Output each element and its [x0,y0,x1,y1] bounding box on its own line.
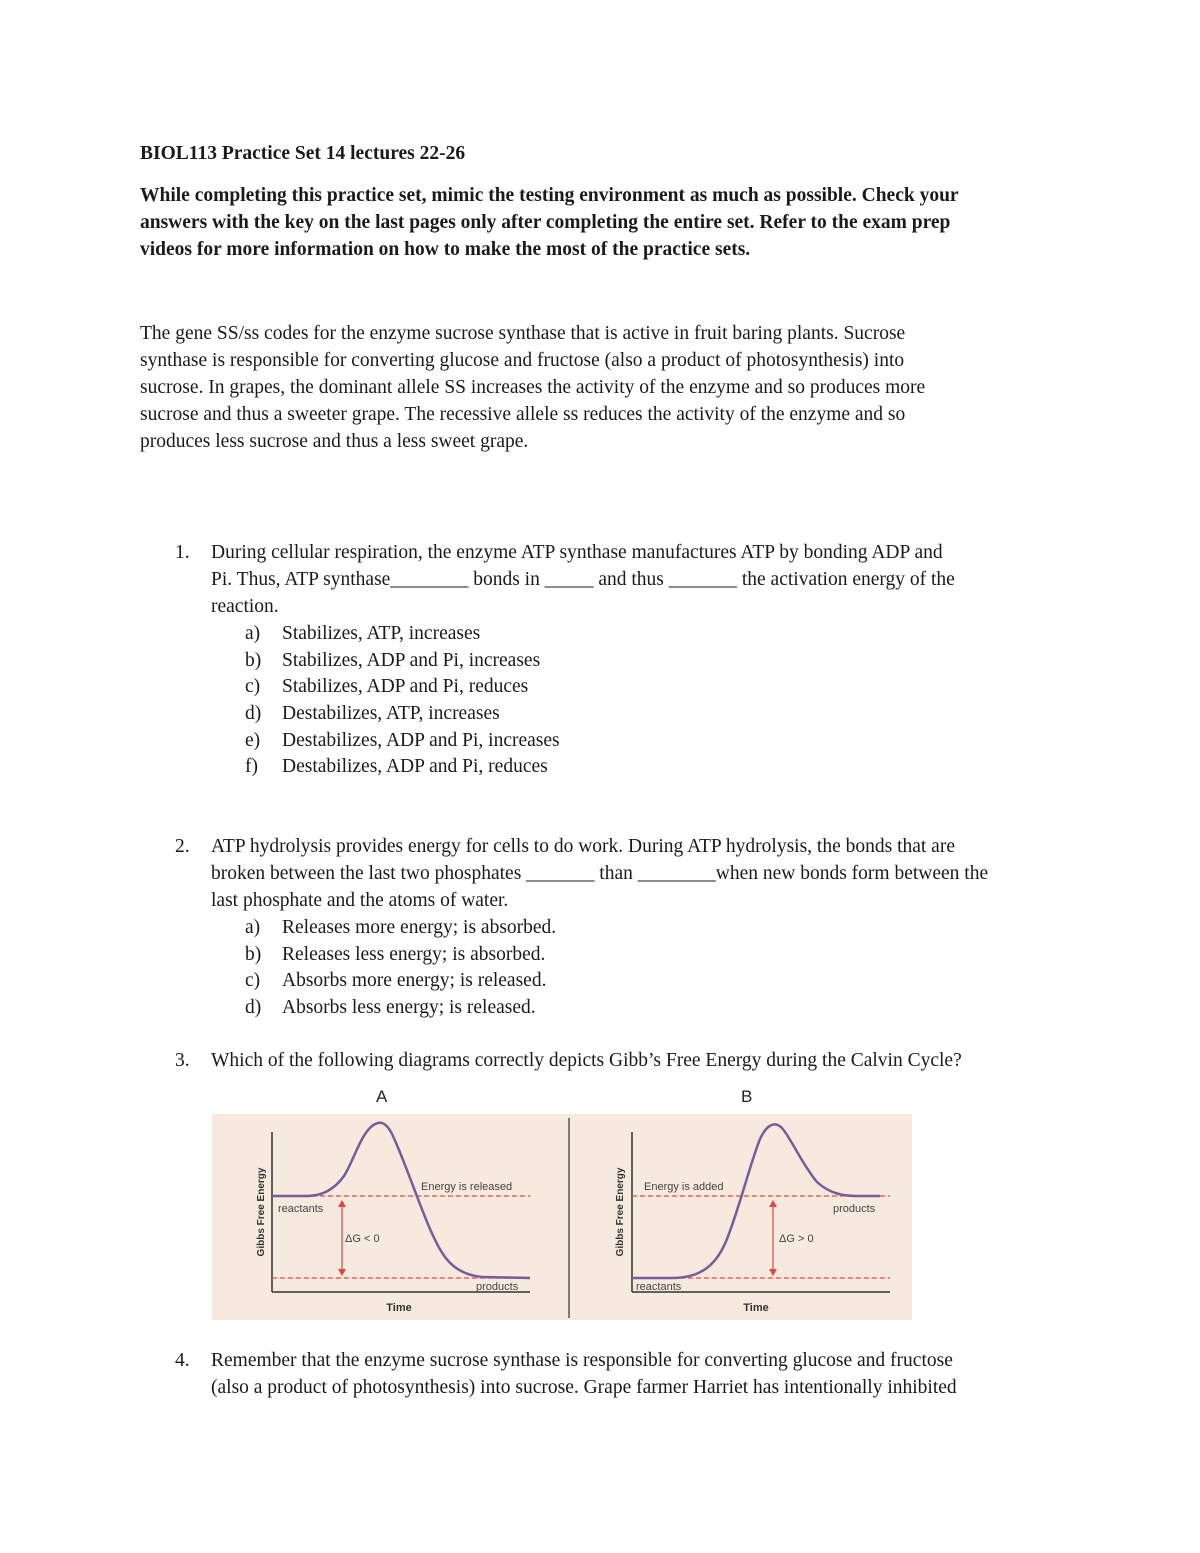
intro-line: synthase is responsible for converting glucose and fructose (also a product of photosynthesis) into [140,350,905,371]
option-letter: b) [245,943,262,965]
answer-options [211,620,1071,780]
instructions-line: videos for more information on how to make the most of the practice sets. [140,239,751,260]
option-letter: d) [245,703,262,725]
answer-option[interactable] [211,941,1071,968]
y-axis-label: Gibbs Free Energy [256,1167,267,1257]
answer-option[interactable] [211,914,1071,941]
instructions-line: answers with the key on the last pages only after completing the entire set. Refer to the exam prep [140,212,951,233]
answer-option[interactable] [211,673,1071,700]
option-text: Stabilizes, ADP and Pi, increases [282,649,541,671]
option-text: Stabilizes, ADP and Pi, reduces [282,676,529,698]
stem-line: broken between the last two phosphates _______ than ________when new bonds form between the [211,863,989,884]
intro-line: produces less sucrose and thus a less sweet grape. [140,431,529,452]
stem-line: ATP hydrolysis provides energy for cells to do work. During ATP hydrolysis, the bonds that are [211,836,955,857]
figure-label-b: B [741,1087,753,1106]
question-stem [211,1047,1071,1074]
question-stem [211,1347,1071,1401]
option-letter: a) [245,917,261,938]
reactants-label: reactants [636,1281,682,1293]
products-label: products [476,1281,519,1293]
answer-option[interactable] [211,753,1071,780]
delta-g-label: ΔG > 0 [779,1233,814,1245]
instructions [140,182,1060,263]
answer-option[interactable] [211,994,1071,1021]
option-letter: a) [245,623,261,644]
intro-line: sucrose. In grapes, the dominant allele SS increases the activity of the enzyme and so produces more [140,377,926,398]
stem-line: During cellular respiration, the enzyme ATP synthase manufactures ATP by bonding ADP and [211,542,943,563]
reactants-label: reactants [278,1203,324,1215]
stem-line: last phosphate and the atoms of water. [211,890,509,911]
instructions-line: While completing this practice set, mimic the testing environment as much as possible. Check your [140,185,959,206]
option-letter: c) [245,970,261,992]
option-text: Absorbs more energy; is released. [282,970,547,992]
stem-line: Which of the following diagrams correctly depicts Gibb’s Free Energy during the Calvin Cycle? [211,1050,962,1071]
figure-background [212,1114,912,1320]
question-stem [211,539,1071,780]
option-letter: c) [245,676,261,698]
stem-line: Remember that the enzyme sucrose synthase is responsible for converting glucose and fructose [211,1350,953,1371]
answer-option[interactable] [211,727,1071,754]
stem-line: reaction. [211,596,279,617]
option-letter: f) [245,756,258,778]
answer-option[interactable] [211,967,1071,994]
option-letter: b) [245,649,262,671]
answer-option[interactable] [211,700,1071,727]
intro-paragraph [140,320,1060,455]
energy-annotation: Energy is added [644,1181,724,1193]
option-text: Releases less energy; is absorbed. [282,943,546,965]
stem-line: (also a product of photosynthesis) into sucrose. Grape farmer Harriet has intentionally inhibited [211,1377,957,1398]
option-text: Stabilizes, ATP, increases [282,623,481,644]
y-axis-label: Gibbs Free Energy [615,1167,626,1257]
option-text: Destabilizes, ATP, increases [282,703,500,725]
question-number: 4. [175,1350,190,1371]
answer-options [211,914,1071,1021]
delta-g-label: ΔG < 0 [345,1233,380,1245]
figure-label-a: A [376,1087,388,1106]
energy-annotation: Energy is released [421,1181,513,1193]
question-stem [211,833,1071,1021]
option-letter: e) [245,729,261,751]
answer-option[interactable] [211,620,1071,647]
intro-line: sucrose and thus a sweeter grape. The recessive allele ss reduces the activity of the enzyme and so [140,404,906,425]
x-axis-label: Time [743,1302,769,1314]
option-text: Destabilizes, ADP and Pi, increases [282,729,560,751]
option-text: Destabilizes, ADP and Pi, reduces [282,756,548,778]
intro-line: The gene SS/ss codes for the enzyme sucrose synthase that is active in fruit baring plants. Sucrose [140,323,906,344]
question-number: 2. [175,836,190,857]
products-label: products [833,1203,876,1215]
option-letter: d) [245,997,262,1019]
stem-line: Pi. Thus, ATP synthase________ bonds in _____ and thus _______ the activation energy of the [211,569,955,590]
gibbs-free-energy-figure [212,1114,912,1320]
question-number: 1. [175,542,190,563]
answer-option[interactable] [211,647,1071,674]
option-text: Releases more energy; is absorbed. [282,917,557,938]
question-number: 3. [175,1050,190,1071]
x-axis-label: Time [386,1302,412,1314]
option-text: Absorbs less energy; is released. [282,997,536,1019]
document-title: BIOL113 Practice Set 14 lectures 22-26 [140,143,466,164]
